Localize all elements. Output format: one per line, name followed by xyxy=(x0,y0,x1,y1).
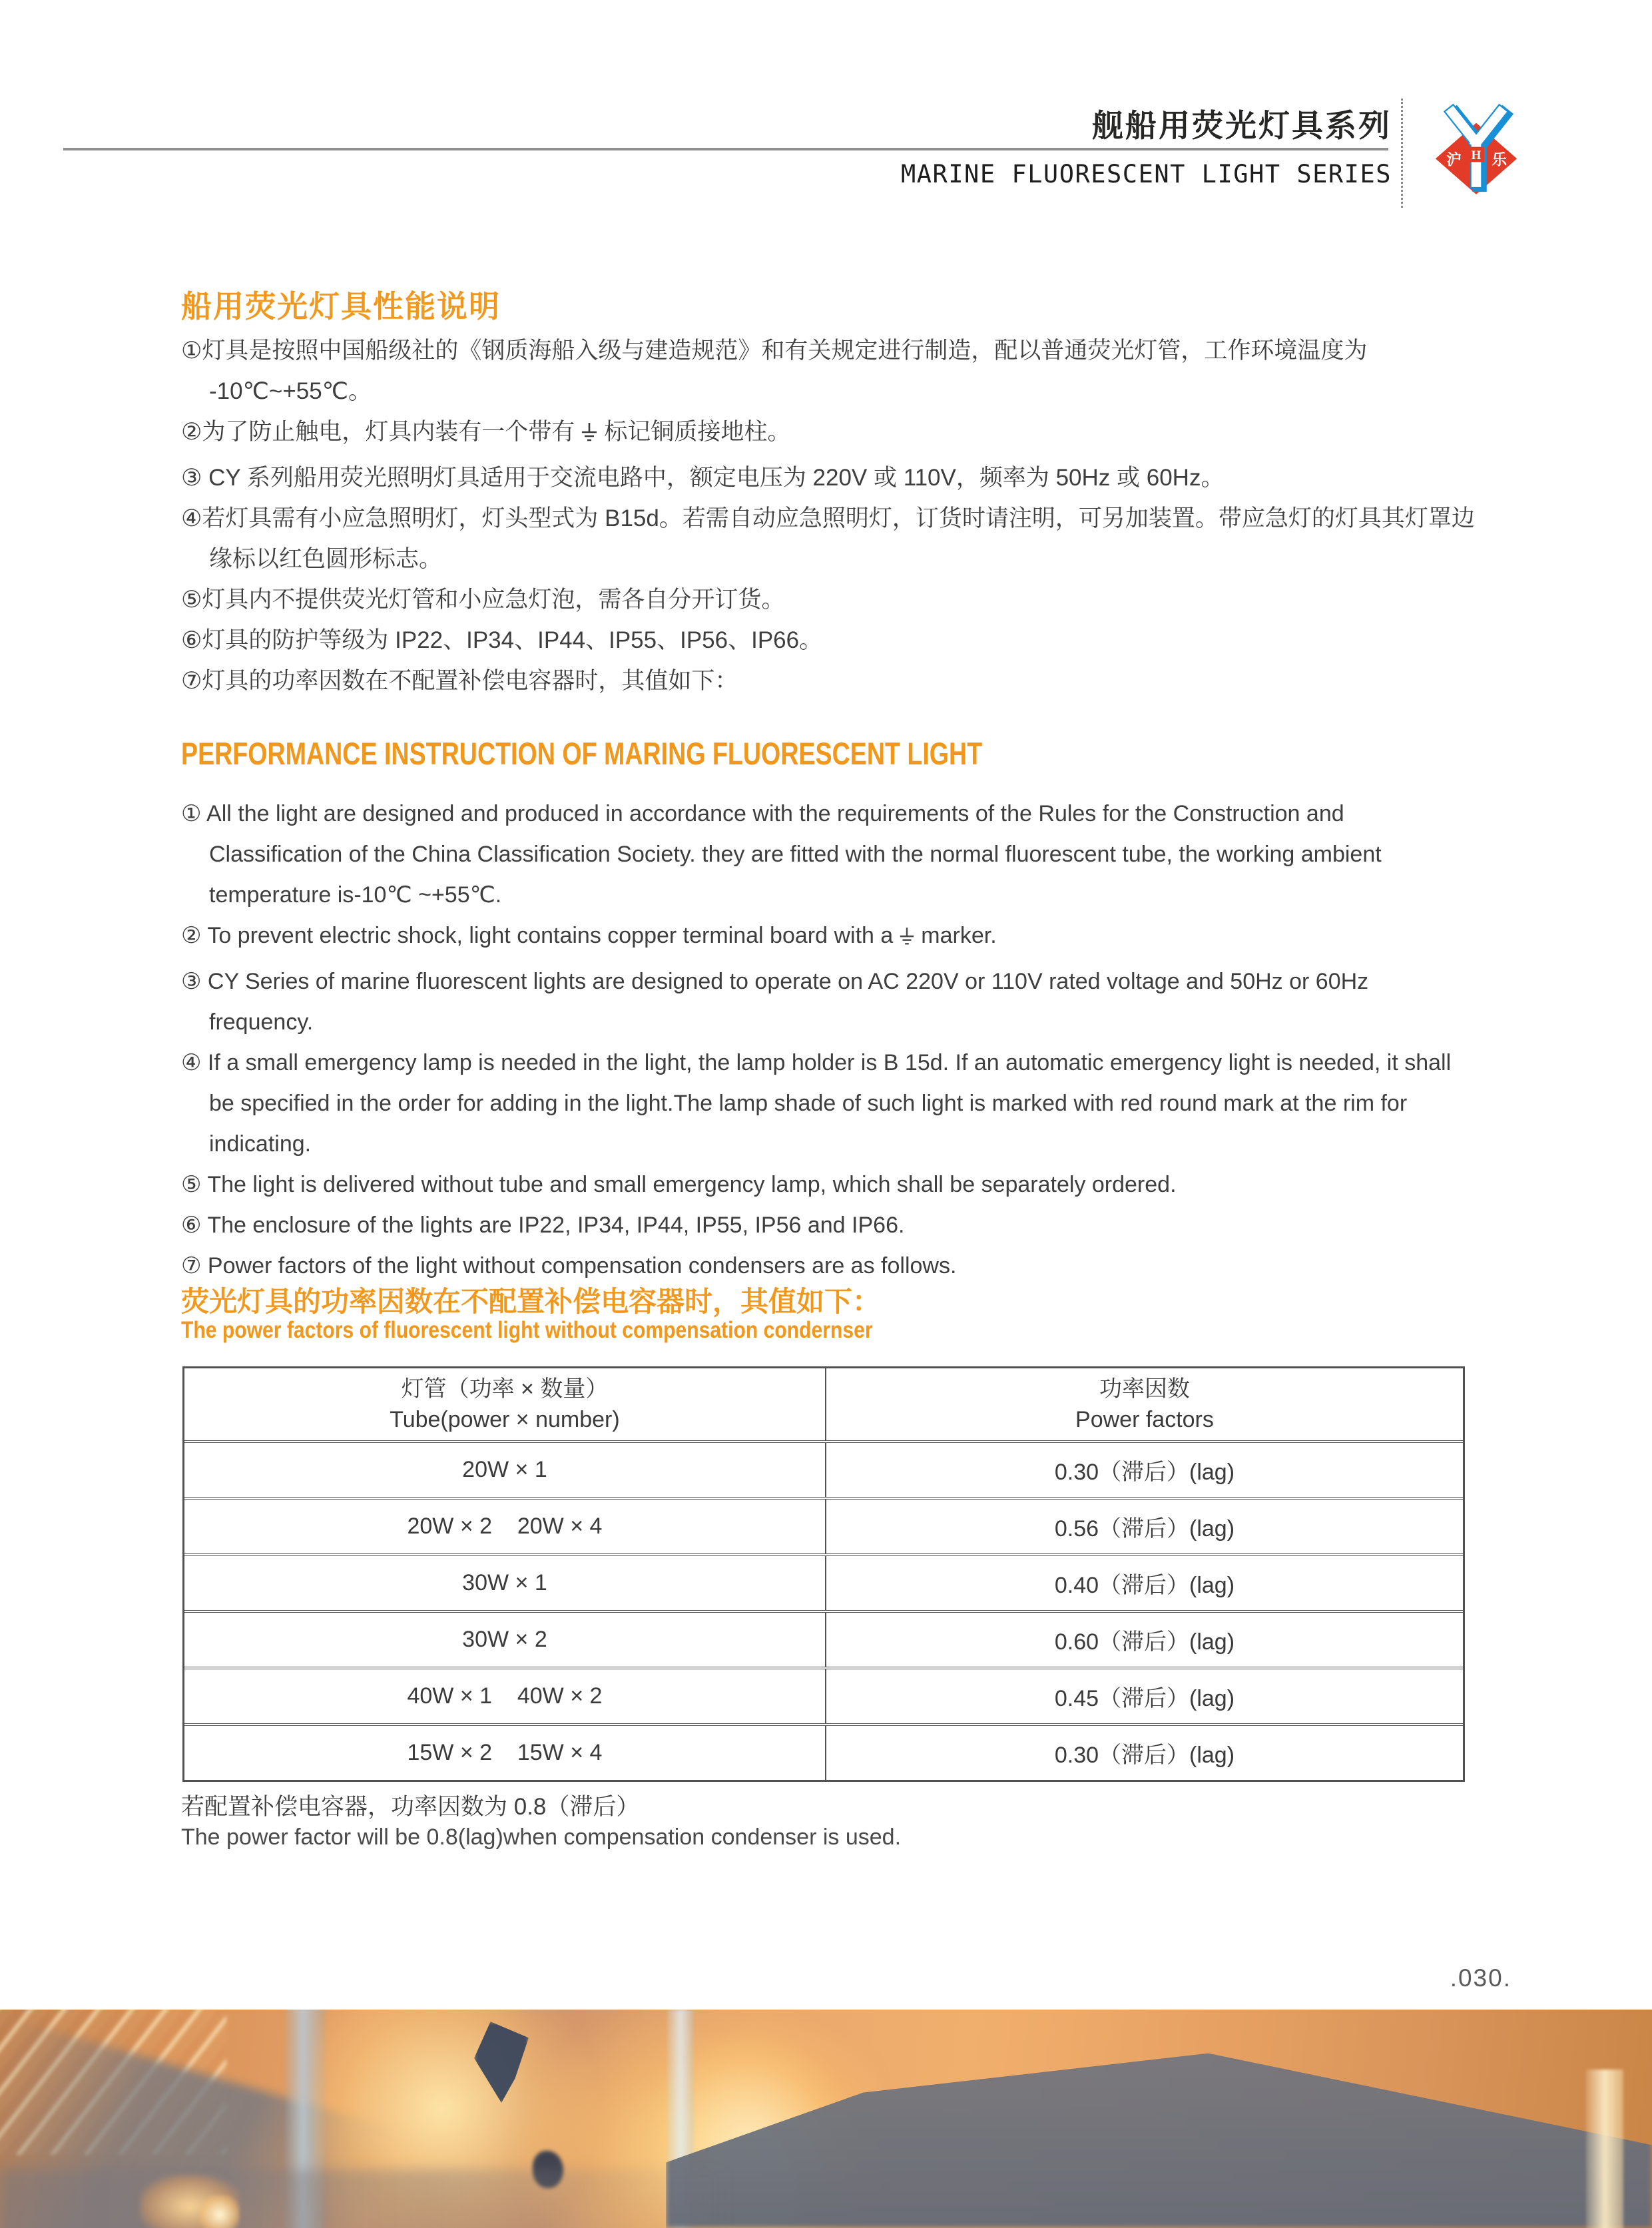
photo-shape xyxy=(1586,2070,1623,2228)
header-dotted-divider xyxy=(1401,99,1403,208)
tube-cell: 15W × 2 15W × 4 xyxy=(407,1740,603,1765)
cn-item-2 xyxy=(181,412,1477,457)
en-item-3: ③ CY Series of marine fluorescent lights are designed to operate on AC 220V or 110V rated voltage and 50Hz or 60Hz frequency. xyxy=(181,969,1369,1035)
table-header-tube xyxy=(184,1368,825,1440)
header-rule xyxy=(63,148,1388,150)
table-header-tube-en: Tube(power × number) xyxy=(390,1407,620,1432)
cn-item-2-pre: ②为了防止触电，灯具内装有一个带有 xyxy=(181,419,575,445)
table-header-power-factor xyxy=(825,1368,1463,1440)
logo-letter-left: 沪 xyxy=(1446,150,1462,168)
company-logo xyxy=(1426,100,1526,196)
cn-item-3: ③ CY 系列船用荧光照明灯具适用于交流电路中，额定电压为 220V 或 110V，频率为 50Hz 或 60Hz。 xyxy=(181,465,1225,491)
table-heading-cn: 荧光灯具的功率因数在不配置补偿电容器时，其值如下： xyxy=(181,1286,881,1317)
table-row xyxy=(184,1497,1463,1553)
table-row xyxy=(184,1667,1463,1723)
tube-cell: 30W × 1 xyxy=(462,1570,547,1595)
en-item-4: ④ If a small emergency lamp is needed in the light, the lamp holder is B 15d. If an automatic emergency light is needed, it shall be specified in the order for adding in the light.The lamp shade of such light is marked with red round mark at the rim for indicating. xyxy=(181,1050,1452,1157)
performance-list-en xyxy=(181,794,1477,1286)
tube-cell: 20W × 2 20W × 4 xyxy=(407,1514,603,1539)
cn-item-1: ①灯具是按照中国船级社的《钢质海船入级与建造规范》和有关规定进行制造，配以普通荧光灯管，工作环境温度为 -10℃~+55℃。 xyxy=(181,338,1368,404)
performance-list-cn xyxy=(181,330,1477,701)
cn-item-2-post: 标记铜质接地柱。 xyxy=(604,419,791,445)
page-title-cn: 舰船用荧光灯具系列 xyxy=(1092,108,1392,143)
table-row xyxy=(184,1723,1463,1780)
tube-cell: 30W × 2 xyxy=(462,1627,547,1652)
pf-cell: 0.40（滞后）(lag) xyxy=(825,1556,1463,1610)
pf-cell: 0.45（滞后）(lag) xyxy=(825,1669,1463,1723)
en-item-1: ① All the light are designed and produced in accordance with the requirements of the Rules for the Construction and Classification of the China Classification Society. they are fitted with the normal fluorescent tube, the working ambient temperature is-10℃ ~+55℃. xyxy=(181,801,1382,908)
pf-cell: 0.30（滞后）(lag) xyxy=(825,1443,1463,1497)
en-item-7: ⑦ Power factors of the light without compensation condensers are as follows. xyxy=(181,1253,957,1278)
table-note-cn: 若配置补偿电容器，功率因数为 0.8（滞后） xyxy=(181,1794,640,1820)
en-item-6: ⑥ The enclosure of the lights are IP22, IP34, IP44, IP55, IP56 and IP66. xyxy=(181,1213,905,1238)
photo-shape xyxy=(200,2195,240,2228)
section-title-en-text: PERFORMANCE INSTRUCTION OF MARING FLUORESCENT LIGHT xyxy=(181,736,983,771)
pf-cell: 0.60（滞后）(lag) xyxy=(825,1613,1463,1667)
en-item-2-post: marker. xyxy=(921,923,997,948)
en-item-5: ⑤ The light is delivered without tube and small emergency lamp, which shall be separately ordered. xyxy=(181,1172,1177,1197)
en-item-2-pre: ② To prevent electric shock, light contains copper terminal board with a xyxy=(181,923,894,948)
page-number: .030. xyxy=(1450,1964,1512,1992)
table-header-pf-cn: 功率因数 xyxy=(1099,1376,1190,1402)
footer-photo xyxy=(0,2010,1652,2228)
section-title-cn: 船用荧光灯具性能说明 xyxy=(181,289,501,324)
section-title-en xyxy=(181,735,1183,772)
table-row xyxy=(184,1553,1463,1610)
logo-letter-right: 乐 xyxy=(1492,150,1508,168)
company-logo-icon xyxy=(1426,100,1526,196)
ground-symbol-icon xyxy=(580,417,599,457)
table-header-row xyxy=(184,1368,1463,1440)
photo-shape xyxy=(0,2169,732,2228)
tube-cell: 40W × 1 40W × 2 xyxy=(407,1683,603,1709)
cn-item-7: ⑦灯具的功率因数在不配置补偿电容器时，其值如下： xyxy=(181,668,738,694)
en-item-2 xyxy=(181,916,1477,962)
table-heading-en xyxy=(181,1317,985,1344)
table-row xyxy=(184,1610,1463,1667)
pf-cell: 0.56（滞后）(lag) xyxy=(825,1500,1463,1553)
pf-cell: 0.30（滞后）(lag) xyxy=(825,1726,1463,1780)
power-factor-table xyxy=(182,1366,1465,1782)
tube-cell: 20W × 1 xyxy=(462,1457,547,1482)
ground-symbol-icon xyxy=(898,921,916,962)
table-heading-en-text: The power factors of fluorescent light without compensation condernser xyxy=(181,1317,873,1343)
table-row xyxy=(184,1440,1463,1497)
table-header-tube-cn: 灯管（功率 × 数量） xyxy=(401,1376,609,1402)
table-note-en: The power factor will be 0.8(lag)when compensation condenser is used. xyxy=(181,1824,902,1850)
table-header-pf-en: Power factors xyxy=(1075,1407,1214,1432)
page-title-en: MARINE FLUORESCENT LIGHT SERIES xyxy=(900,160,1392,188)
cn-item-6: ⑥灯具的防护等级为 IP22、IP34、IP44、IP55、IP56、IP66。 xyxy=(181,627,823,653)
cn-item-4: ④若灯具需有小应急照明灯，灯头型式为 B15d。若需自动应急照明灯，订货时请注明，可另加装置。带应急灯的灯具其灯罩边缘标以红色圆形标志。 xyxy=(181,505,1475,572)
cn-item-5: ⑤灯具内不提供荧光灯管和小应急灯泡，需各自分开订货。 xyxy=(181,587,785,613)
logo-letter-center: H xyxy=(1471,148,1482,162)
